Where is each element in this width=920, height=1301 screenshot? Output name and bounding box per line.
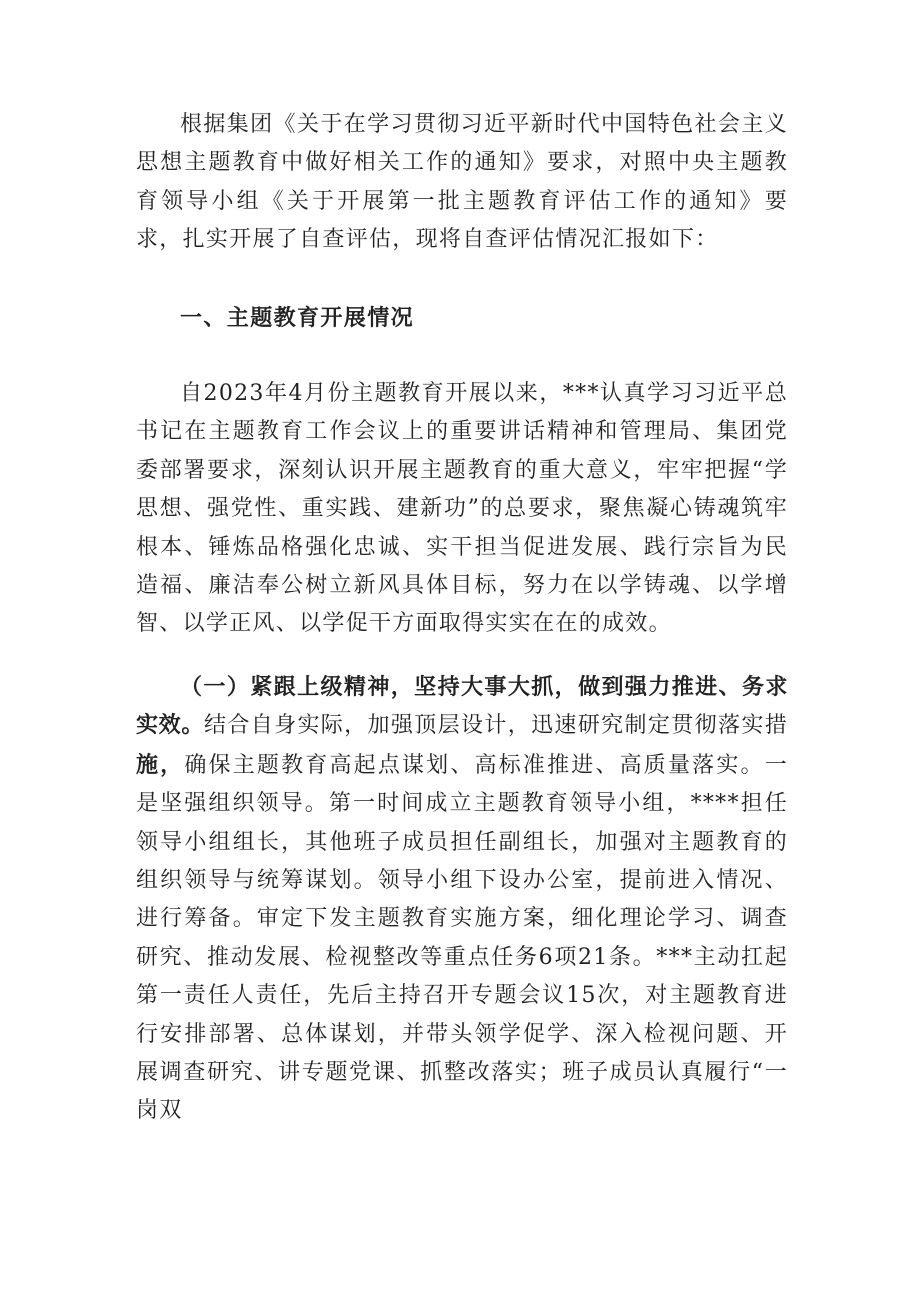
- subsection-heading: （一）紧跟上级精神，坚持大事大抓，做到强力推进、务求实效。: [136, 674, 788, 739]
- subsection-bold-text: 施，: [136, 751, 185, 778]
- section-heading: 一、主题教育开展情况: [180, 305, 415, 331]
- document-body: [136, 106, 788, 1131]
- subsection-paragraph: [136, 669, 788, 1131]
- section-paragraph: 自2023年4月份主题教育开展以来，***认真学习习近平总书记在主题教育工作会议上的重要讲话精神和管理局、集团党委部署要求，深刻认识开展主题教育的重大意义，牢牢把握“学思想、强党性、重实践、建新功”的总要求，聚焦凝心铸魂筑牢根本、锤炼品格强化忠诚、实干担当促进发展、践行宗旨为民造福、廉洁奉公树立新风具体目标，努力在以学铸魂、以学增智、以学正风、以学促干方面取得实实在在的成效。: [136, 381, 788, 637]
- intro-paragraph: 根据集团《关于在学习贯彻习近平新时代中国特色社会主义思想主题教育中做好相关工作的通知》要求，对照中央主题教育领导小组《关于开展第一批主题教育评估工作的通知》要求，扎实开展了自查评估，现将自查评估情况汇报如下：: [136, 112, 788, 253]
- subsection-text: 结合自身实际，加强顶层设计，迅速研究制定贯彻落实措: [204, 713, 788, 739]
- subsection-text-continued: 确保主题教育高起点谋划、高标准推进、高质量落实。一是坚强组织领导。第一时间成立主题教育领导小组，****担任领导小组组长，其他班子成员担任副组长，加强对主题教育的组织领导与统筹谋划。领导小组下设办公室，提前进入情况、进行筹备。审定下发主题教育实施方案，细化理论学习、调查研究、推动发展、检视整改等重点任务6项21条。***主动扛起第一责任人责任，先后主持召开专题会议15次，对主题教育进行安排部署、总体谋划，并带头领学促学、深入检视问题、开展调查研究、讲专题党课、抓整改落实；班子成员认真履行“一岗双: [136, 752, 788, 1124]
